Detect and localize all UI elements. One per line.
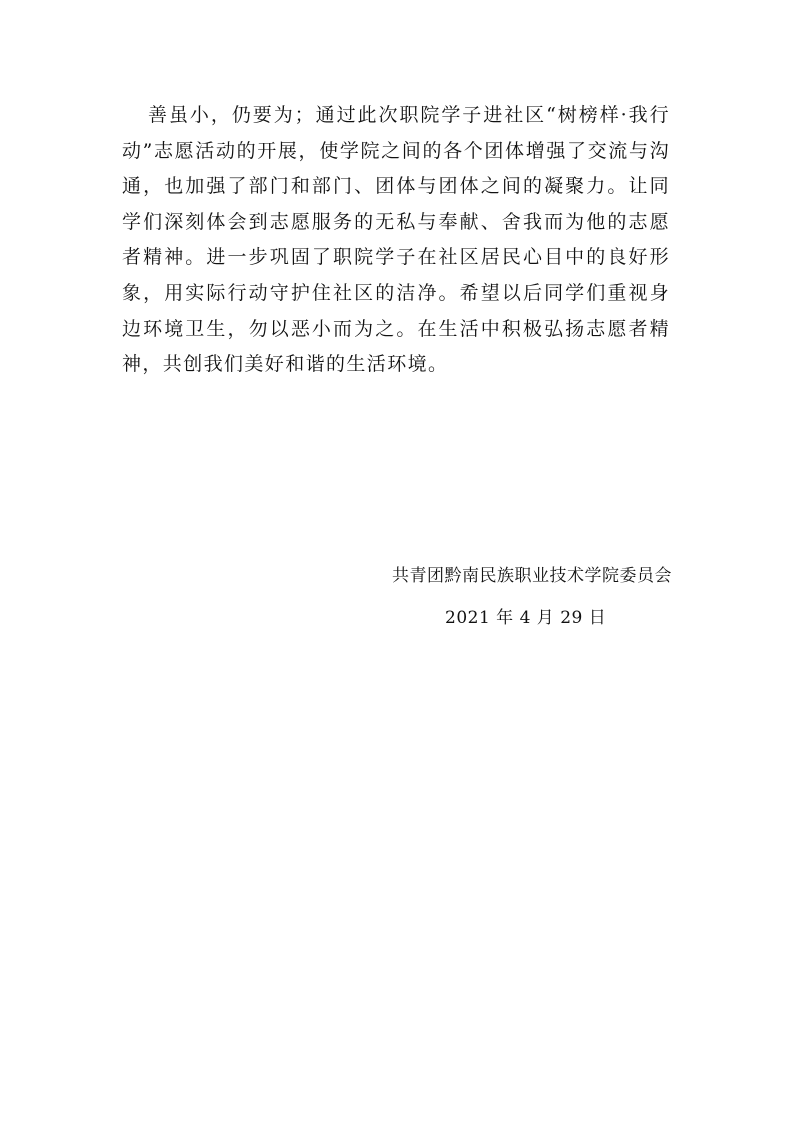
signature-date: 2021 年 4 月 29 日 <box>445 608 607 628</box>
signature-organization: 共青团黔南民族职业技术学院委员会 <box>392 566 672 586</box>
body-paragraph: 善虽小，仍要为；通过此次职院学子进社区“树榜样·我行动”志愿活动的开展，使学院之间的各个团体增强了交流与沟通，也加强了部门和部门、团体与团体之间的凝聚力。让同学们深刻体会到志愿服务的无私与奉献、舍我而为他的志愿者精神。进一步巩固了职院学子在社区居民心目中的良好形象，用实际行动守护住社区的洁净。希望以后同学们重视身边环境卫生，勿以恶小而为之。在生活中积极弘扬志愿者精神，共创我们美好和谐的生活环境。 <box>122 104 670 376</box>
